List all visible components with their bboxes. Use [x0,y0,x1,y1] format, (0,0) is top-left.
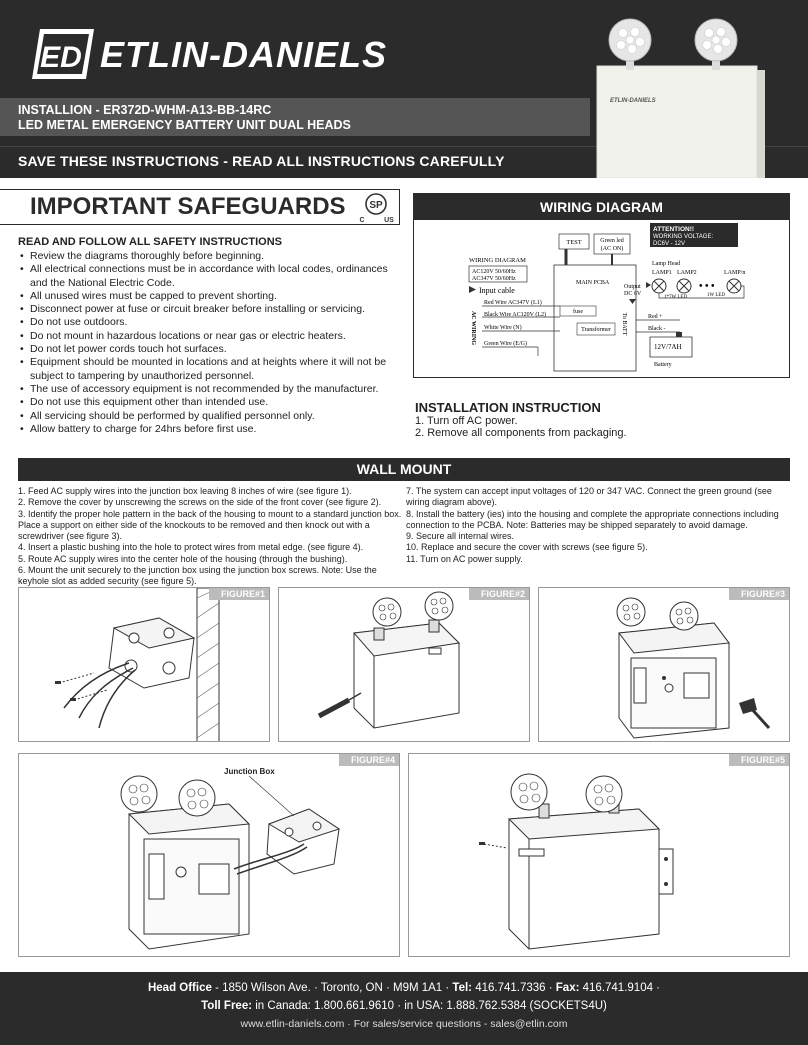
toll-free-label: Toll Free: [201,1000,253,1012]
model-description: LED METAL EMERGENCY BATTERY UNIT DUAL HEADS [18,118,351,132]
list-item: 10. Replace and secure the cover with screws (see figure 5). [406,542,648,553]
ac120-label: AC120V 50/60Hz [472,269,516,275]
input-cable-label: Input cable [479,286,515,295]
svg-text:• • •: • • • [699,281,715,292]
figure-tag: FIGURE#5 [729,754,789,766]
safety-heading: READ AND FOLLOW ALL SAFETY INSTRUCTIONS [18,236,282,248]
list-item: • Do not let power cords touch hot surfaces. [18,343,398,356]
attention-label: ATTENTION!! [653,226,695,233]
csa-cert-icon [352,192,400,224]
model-number: INSTALLION - ER372D-WHM-A13-BB-14RC [18,103,272,117]
list-item: • All unused wires must be capped to prevent shorting. [18,290,398,303]
page-footer [0,972,808,1045]
brand-name: ETLIN-DANIELS [100,34,387,75]
list-item: 1. Turn off AC power. [415,415,518,427]
logo-mark-text: ED [40,41,82,74]
list-item: 11. Turn on AC power supply. [406,553,523,564]
figure-tag: FIGURE#1 [209,588,269,600]
main-pcba-label: MAIN PCBA [576,280,610,286]
list-item: 7. The system can accept input voltages of 120 or 347 VAC. Connect the green ground (see wiring diagram above). [406,486,772,508]
wall-mount-steps-right [406,486,792,565]
remove-cover-illustration [279,588,530,742]
tel-value: 416.741.7336 · [472,982,556,994]
fax-value: 416.741.9104 · [579,982,661,994]
mounted-unit-illustration [409,754,790,957]
wiring-diagram-title: WIRING DIAGRAM [414,194,789,220]
cert-us-label: US [384,217,394,224]
safeguards-title-box [0,189,400,225]
safety-list [18,250,398,436]
junction-box-label: Junction Box [224,767,275,776]
list-item: • The use of accessory equipment is not recommended by the manufacturer. [18,383,398,396]
list-item: 9. Secure all internal wires. [406,531,515,542]
ac-wiring-label: AC WIRING [470,310,476,346]
head-office-value: - 1850 Wilson Ave. · Toronto, ON · M9M 1A1 · [211,982,453,994]
wiring-diagram-panel [413,193,790,378]
tel-label: Tel: [452,982,473,994]
list-item: • Allow battery to charge for 24hrs before first use. [18,423,398,436]
green-led-label: Green led [600,238,624,244]
list-item: • Equipment should be mounted in locations and at heights where it will not be subject to tampering by unauthorized personnel. [18,356,398,383]
safeguards-title: IMPORTANT SAFEGUARDS [30,193,346,220]
red-wire-label: Red Wire AC347V (L1) [484,300,542,306]
list-item: • Do not use outdoors. [18,316,398,329]
led-a-label: 1*7W LED [664,295,688,300]
fuse-label: fuse [573,309,583,315]
lamp-head-label: Lamp Head [652,261,681,267]
figure-tag: FIGURE#2 [469,588,529,600]
diagram-label: WIRING DIAGRAM [469,257,526,264]
list-item: • Disconnect power at fuse or circuit breaker before installing or servicing. [18,303,398,316]
figure-tag: FIGURE#3 [729,588,789,600]
list-item: • Review the diagrams thoroughly before beginning. [18,250,398,263]
test-label: TEST [566,239,582,246]
list-item: 4. Insert a plastic bushing into the hole to protect wires from metal edge. (see figure 4). [18,542,364,553]
voltage-value: DC6V - 12V [653,241,686,247]
ac-on-label: (AC ON) [600,246,624,252]
footer-address-line [0,982,808,994]
svg-text:SP: SP [369,200,383,211]
transformer-label: Transformer [581,327,611,333]
list-item: 5. Route AC supply wires into the center hole of the housing (through the bushing). [18,553,348,564]
junction-box-illustration [19,588,270,742]
red-plus-label: Red + [648,314,663,320]
list-item: 6. Mount the unit securely to the junction box using the junction box screws. Note: Use the keyhole slot as added security (see figure 5). [18,565,377,587]
list-item: 1. Feed AC supply wires into the junction box leaving 8 inches of wire (see figure 1). [18,486,352,496]
cert-c-label: C [359,217,365,224]
figure-tag: FIGURE#4 [339,754,399,766]
list-item: 2. Remove all components from packaging. [415,427,627,439]
list-item: 8. Install the battery (ies) into the housing and complete the appropriate connections including connection to the PCBA. Note: Batteries may be shipped separately to avoid damage. [406,508,779,530]
dc6v-label: DC 6V [624,291,642,297]
to-batt-label: To BATT [621,312,627,336]
black-wire-label: Black Wire AC120V (L2) [484,312,547,318]
figure-4 [18,753,400,957]
product-label: ETLIN-DANIELS [610,98,656,104]
head-office-label: Head Office [147,982,212,994]
footer-web-line: www.etlin-daniels.com · For sales/service questions - sales@etlin.com [240,1018,568,1030]
list-item: 3. Identify the proper hole pattern in the back of the housing to mount to a standard junction box. Place a support on either side of the knockouts to be removed and then knock out with a screwdriver (see figure 3). [18,508,402,542]
figure-2 [278,587,530,742]
list-item: • Do not mount in hazardous locations or near gas or electric heaters. [18,330,398,343]
lampn-label: LAMP/n [724,270,746,276]
list-item: 2. Remove the cover by unscrewing the screws on the side of the front cover (see figure 2). [18,497,382,508]
figure-1 [18,587,270,742]
lamp2-label: LAMP2 [677,270,697,276]
model-band [0,98,590,136]
black-minus-label: Black - [648,326,666,332]
brand-logo-icon [30,27,96,81]
battery-label: Battery [654,362,672,368]
list-item: • Do not use this equipment other than intended use. [18,396,398,409]
led-b-label: 1W LED [707,293,726,298]
installation-heading: INSTALLATION INSTRUCTION [415,400,601,415]
green-wire-label: Green Wire (E/G) [484,341,527,347]
wall-mount-steps-left [18,486,402,588]
ac347-label: AC347V 50/60Hz [472,276,516,282]
lamp1-label: LAMP1 [652,270,672,276]
bushing-illustration [19,754,400,957]
product-image [592,18,767,178]
battery-spec-label: 12V/7AH [654,343,682,351]
white-wire-label: White Wire (N) [484,325,522,331]
list-item: • All servicing should be performed by qualified personnel only. [18,410,398,423]
toll-free-value: in Canada: 1.800.661.9610 · in USA: 1.888.762.5384 (SOCKETS4U) [252,1000,607,1012]
footer-tollfree-line [0,1000,808,1012]
figure-3 [538,587,790,742]
installation-steps [415,415,627,439]
list-item: • All electrical connections must be in accordance with local codes, ordinances and the National Electric Code. [18,263,398,290]
output-label: Output [624,284,641,290]
wiring-schematic [414,220,789,377]
knockout-illustration [539,588,790,742]
figure-5 [408,753,790,957]
fax-label: Fax: [555,982,580,994]
save-instructions-notice: SAVE THESE INSTRUCTIONS - READ ALL INSTRUCTIONS CAREFULLY [18,153,505,169]
working-voltage-label: WORKING VOLTAGE: [653,234,714,240]
wall-mount-title: WALL MOUNT [18,458,790,481]
